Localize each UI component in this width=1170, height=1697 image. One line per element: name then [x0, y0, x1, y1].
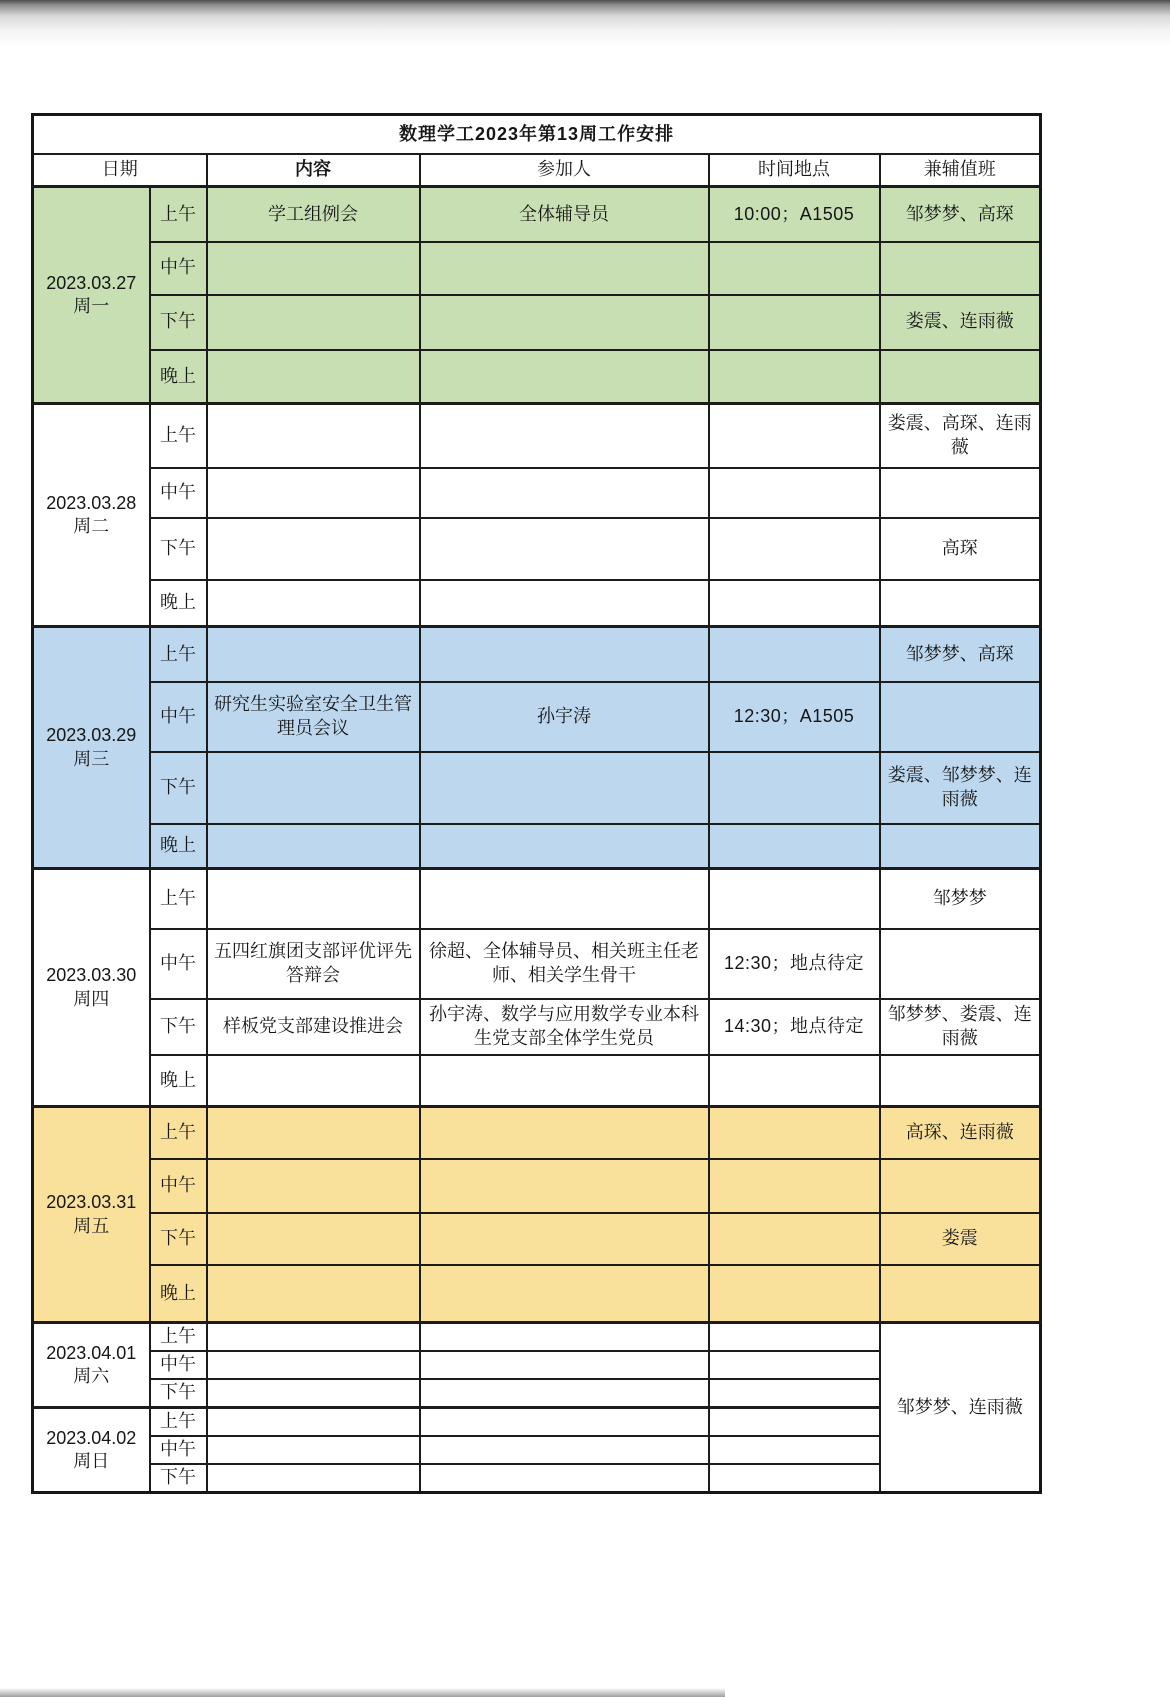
- time-place-cell: [709, 1055, 880, 1107]
- duty-cell: [880, 468, 1041, 518]
- content-cell: 研究生实验室安全卫生管理员会议: [207, 682, 420, 752]
- content-cell: [207, 468, 420, 518]
- participants-cell: [420, 242, 709, 295]
- schedule-row: [33, 295, 1041, 350]
- time-place-cell: [709, 752, 880, 824]
- schedule-row: [33, 1213, 1041, 1265]
- participants-cell: [420, 1159, 709, 1213]
- schedule-row: [33, 242, 1041, 295]
- time-place-cell: [709, 1213, 880, 1265]
- schedule-row: [33, 682, 1041, 752]
- date-cell-monday: [33, 187, 150, 404]
- weekday-text: 周三: [73, 748, 110, 769]
- schedule-row: [33, 999, 1041, 1055]
- time-place-cell: [709, 580, 880, 627]
- duty-cell: 娄震: [880, 1213, 1041, 1265]
- date-text: 2023.03.31: [46, 1192, 137, 1213]
- schedule-row: [33, 350, 1041, 404]
- time-place-cell: [709, 1107, 880, 1159]
- time-place-cell: 12:30；A1505: [709, 682, 880, 752]
- period-cell: 中午: [150, 929, 207, 999]
- duty-cell: [880, 1159, 1041, 1213]
- schedule-row: [33, 1159, 1041, 1213]
- schedule-row: [33, 580, 1041, 627]
- photo-edge-shadow-top: [0, 0, 1170, 48]
- schedule-row: [33, 468, 1041, 518]
- content-cell: [207, 1408, 420, 1436]
- participants-cell: [420, 1408, 709, 1436]
- participants-cell: [420, 1213, 709, 1265]
- schedule-row: [33, 1323, 1041, 1351]
- participants-cell: [420, 350, 709, 404]
- participants-cell: [420, 404, 709, 468]
- time-place-cell: [709, 1408, 880, 1436]
- time-place-cell: [709, 869, 880, 929]
- time-place-cell: [709, 824, 880, 869]
- period-cell: 下午: [150, 1213, 207, 1265]
- schedule-row: [33, 518, 1041, 580]
- schedule-row: [33, 929, 1041, 999]
- schedule-row: [33, 187, 1041, 242]
- content-cell: [207, 752, 420, 824]
- column-header-date: 日期: [33, 154, 207, 187]
- duty-cell: 高琛、连雨薇: [880, 1107, 1041, 1159]
- photo-edge-shadow-bottom: [0, 1687, 725, 1697]
- period-cell: 上午: [150, 1107, 207, 1159]
- period-cell: 下午: [150, 752, 207, 824]
- time-place-cell: [709, 295, 880, 350]
- duty-cell: 娄震、高琛、连雨薇: [880, 404, 1041, 468]
- duty-cell: 高琛: [880, 518, 1041, 580]
- weekday-text: 周一: [73, 296, 110, 316]
- participants-cell: [420, 752, 709, 824]
- date-text: 2023.03.27: [46, 272, 137, 293]
- time-place-cell: [709, 404, 880, 468]
- date-text: 2023.03.29: [46, 725, 137, 746]
- duty-cell: [880, 929, 1041, 999]
- participants-cell: [420, 1464, 709, 1493]
- date-text: 2023.03.30: [46, 965, 137, 986]
- schedule-row: [33, 404, 1041, 468]
- date-text: 2023.03.28: [46, 492, 137, 513]
- schedule-row: [33, 627, 1041, 682]
- period-cell: 下午: [150, 999, 207, 1055]
- column-header-participants: 参加人: [420, 154, 709, 187]
- date-cell-wednesday: [33, 627, 150, 869]
- period-cell: 晚上: [150, 1055, 207, 1107]
- participants-cell: 孙宇涛: [420, 682, 709, 752]
- content-cell: [207, 824, 420, 869]
- participants-cell: [420, 1379, 709, 1408]
- date-cell-sunday: [33, 1408, 150, 1493]
- content-cell: [207, 1265, 420, 1323]
- weekday-text: 周二: [73, 516, 110, 536]
- date-text: 2023.04.02: [46, 1427, 137, 1448]
- participants-cell: [420, 1351, 709, 1379]
- participants-cell: [420, 1436, 709, 1464]
- period-cell: 中午: [150, 1436, 207, 1464]
- time-place-cell: 10:00；A1505: [709, 187, 880, 242]
- period-cell: 中午: [150, 682, 207, 752]
- content-cell: 学工组例会: [207, 187, 420, 242]
- participants-cell: [420, 1323, 709, 1351]
- weekend-duty-cell: 邹梦梦、连雨薇: [880, 1323, 1041, 1493]
- period-cell: 晚上: [150, 824, 207, 869]
- content-cell: [207, 1351, 420, 1379]
- duty-cell: [880, 580, 1041, 627]
- time-place-cell: [709, 1436, 880, 1464]
- content-cell: 样板党支部建设推进会: [207, 999, 420, 1055]
- weekday-text: 周四: [73, 988, 110, 1009]
- time-place-cell: 12:30；地点待定: [709, 929, 880, 999]
- period-cell: 中午: [150, 1351, 207, 1379]
- duty-cell: 娄震、连雨薇: [880, 295, 1041, 350]
- time-place-cell: 14:30；地点待定: [709, 999, 880, 1055]
- page-title: 数理学工2023年第13周工作安排: [33, 115, 1041, 154]
- time-place-cell: [709, 1159, 880, 1213]
- period-cell: 下午: [150, 518, 207, 580]
- schedule-table: [31, 113, 1042, 1494]
- period-cell: 下午: [150, 295, 207, 350]
- content-cell: [207, 869, 420, 929]
- duty-cell: [880, 1265, 1041, 1323]
- time-place-cell: [709, 627, 880, 682]
- column-header-duty: 兼辅值班: [880, 154, 1041, 187]
- schedule-row: [33, 869, 1041, 929]
- weekday-text: 周五: [73, 1215, 110, 1236]
- date-text: 2023.04.01: [46, 1342, 137, 1363]
- duty-cell: [880, 824, 1041, 869]
- time-place-cell: [709, 1323, 880, 1351]
- period-cell: 晚上: [150, 1265, 207, 1323]
- schedule-row: [33, 752, 1041, 824]
- participants-cell: [420, 824, 709, 869]
- participants-cell: [420, 1107, 709, 1159]
- period-cell: 中午: [150, 1159, 207, 1213]
- schedule-row: [33, 1107, 1041, 1159]
- participants-cell: 全体辅导员: [420, 187, 709, 242]
- time-place-cell: [709, 350, 880, 404]
- time-place-cell: [709, 518, 880, 580]
- content-cell: [207, 1379, 420, 1408]
- content-cell: [207, 1107, 420, 1159]
- schedule-sheet: [31, 113, 1039, 1494]
- participants-cell: [420, 627, 709, 682]
- period-cell: 下午: [150, 1379, 207, 1408]
- participants-cell: 孙宇涛、数学与应用数学专业本科生党支部全体学生党员: [420, 999, 709, 1055]
- date-cell-tuesday: [33, 404, 150, 627]
- duty-cell: 邹梦梦、高琛: [880, 187, 1041, 242]
- content-cell: [207, 1323, 420, 1351]
- column-header-content: 内容: [207, 154, 420, 187]
- duty-cell: [880, 242, 1041, 295]
- content-cell: [207, 518, 420, 580]
- participants-cell: [420, 295, 709, 350]
- content-cell: [207, 1159, 420, 1213]
- date-cell-saturday: [33, 1323, 150, 1408]
- time-place-cell: [709, 1464, 880, 1493]
- duty-cell: 邹梦梦、娄震、连雨薇: [880, 999, 1041, 1055]
- time-place-cell: [709, 1265, 880, 1323]
- period-cell: 晚上: [150, 580, 207, 627]
- content-cell: [207, 1436, 420, 1464]
- duty-cell: [880, 350, 1041, 404]
- weekday-text: 周日: [73, 1451, 110, 1471]
- time-place-cell: [709, 242, 880, 295]
- content-cell: [207, 350, 420, 404]
- period-cell: 上午: [150, 404, 207, 468]
- content-cell: [207, 1213, 420, 1265]
- participants-cell: [420, 1055, 709, 1107]
- time-place-cell: [709, 1351, 880, 1379]
- content-cell: [207, 404, 420, 468]
- period-cell: 中午: [150, 242, 207, 295]
- content-cell: [207, 295, 420, 350]
- participants-cell: [420, 468, 709, 518]
- period-cell: 上午: [150, 1408, 207, 1436]
- period-cell: 中午: [150, 468, 207, 518]
- column-header-time-place: 时间地点: [709, 154, 880, 187]
- period-cell: 下午: [150, 1464, 207, 1493]
- content-cell: 五四红旗团支部评优评先答辩会: [207, 929, 420, 999]
- content-cell: [207, 1464, 420, 1493]
- duty-cell: [880, 1055, 1041, 1107]
- content-cell: [207, 242, 420, 295]
- participants-cell: 徐超、全体辅导员、相关班主任老师、相关学生骨干: [420, 929, 709, 999]
- schedule-row: [33, 824, 1041, 869]
- content-cell: [207, 1055, 420, 1107]
- date-cell-friday: [33, 1107, 150, 1323]
- participants-cell: [420, 1265, 709, 1323]
- period-cell: 上午: [150, 187, 207, 242]
- time-place-cell: [709, 468, 880, 518]
- content-cell: [207, 627, 420, 682]
- period-cell: 晚上: [150, 350, 207, 404]
- participants-cell: [420, 580, 709, 627]
- time-place-cell: [709, 1379, 880, 1408]
- schedule-row: [33, 1265, 1041, 1323]
- period-cell: 上午: [150, 869, 207, 929]
- schedule-row: [33, 1055, 1041, 1107]
- duty-cell: [880, 682, 1041, 752]
- date-cell-thursday: [33, 869, 150, 1107]
- participants-cell: [420, 869, 709, 929]
- period-cell: 上午: [150, 1323, 207, 1351]
- participants-cell: [420, 518, 709, 580]
- duty-cell: 娄震、邹梦梦、连雨薇: [880, 752, 1041, 824]
- period-cell: 上午: [150, 627, 207, 682]
- weekday-text: 周六: [73, 1366, 110, 1386]
- duty-cell: 邹梦梦、高琛: [880, 627, 1041, 682]
- duty-cell: 邹梦梦: [880, 869, 1041, 929]
- content-cell: [207, 580, 420, 627]
